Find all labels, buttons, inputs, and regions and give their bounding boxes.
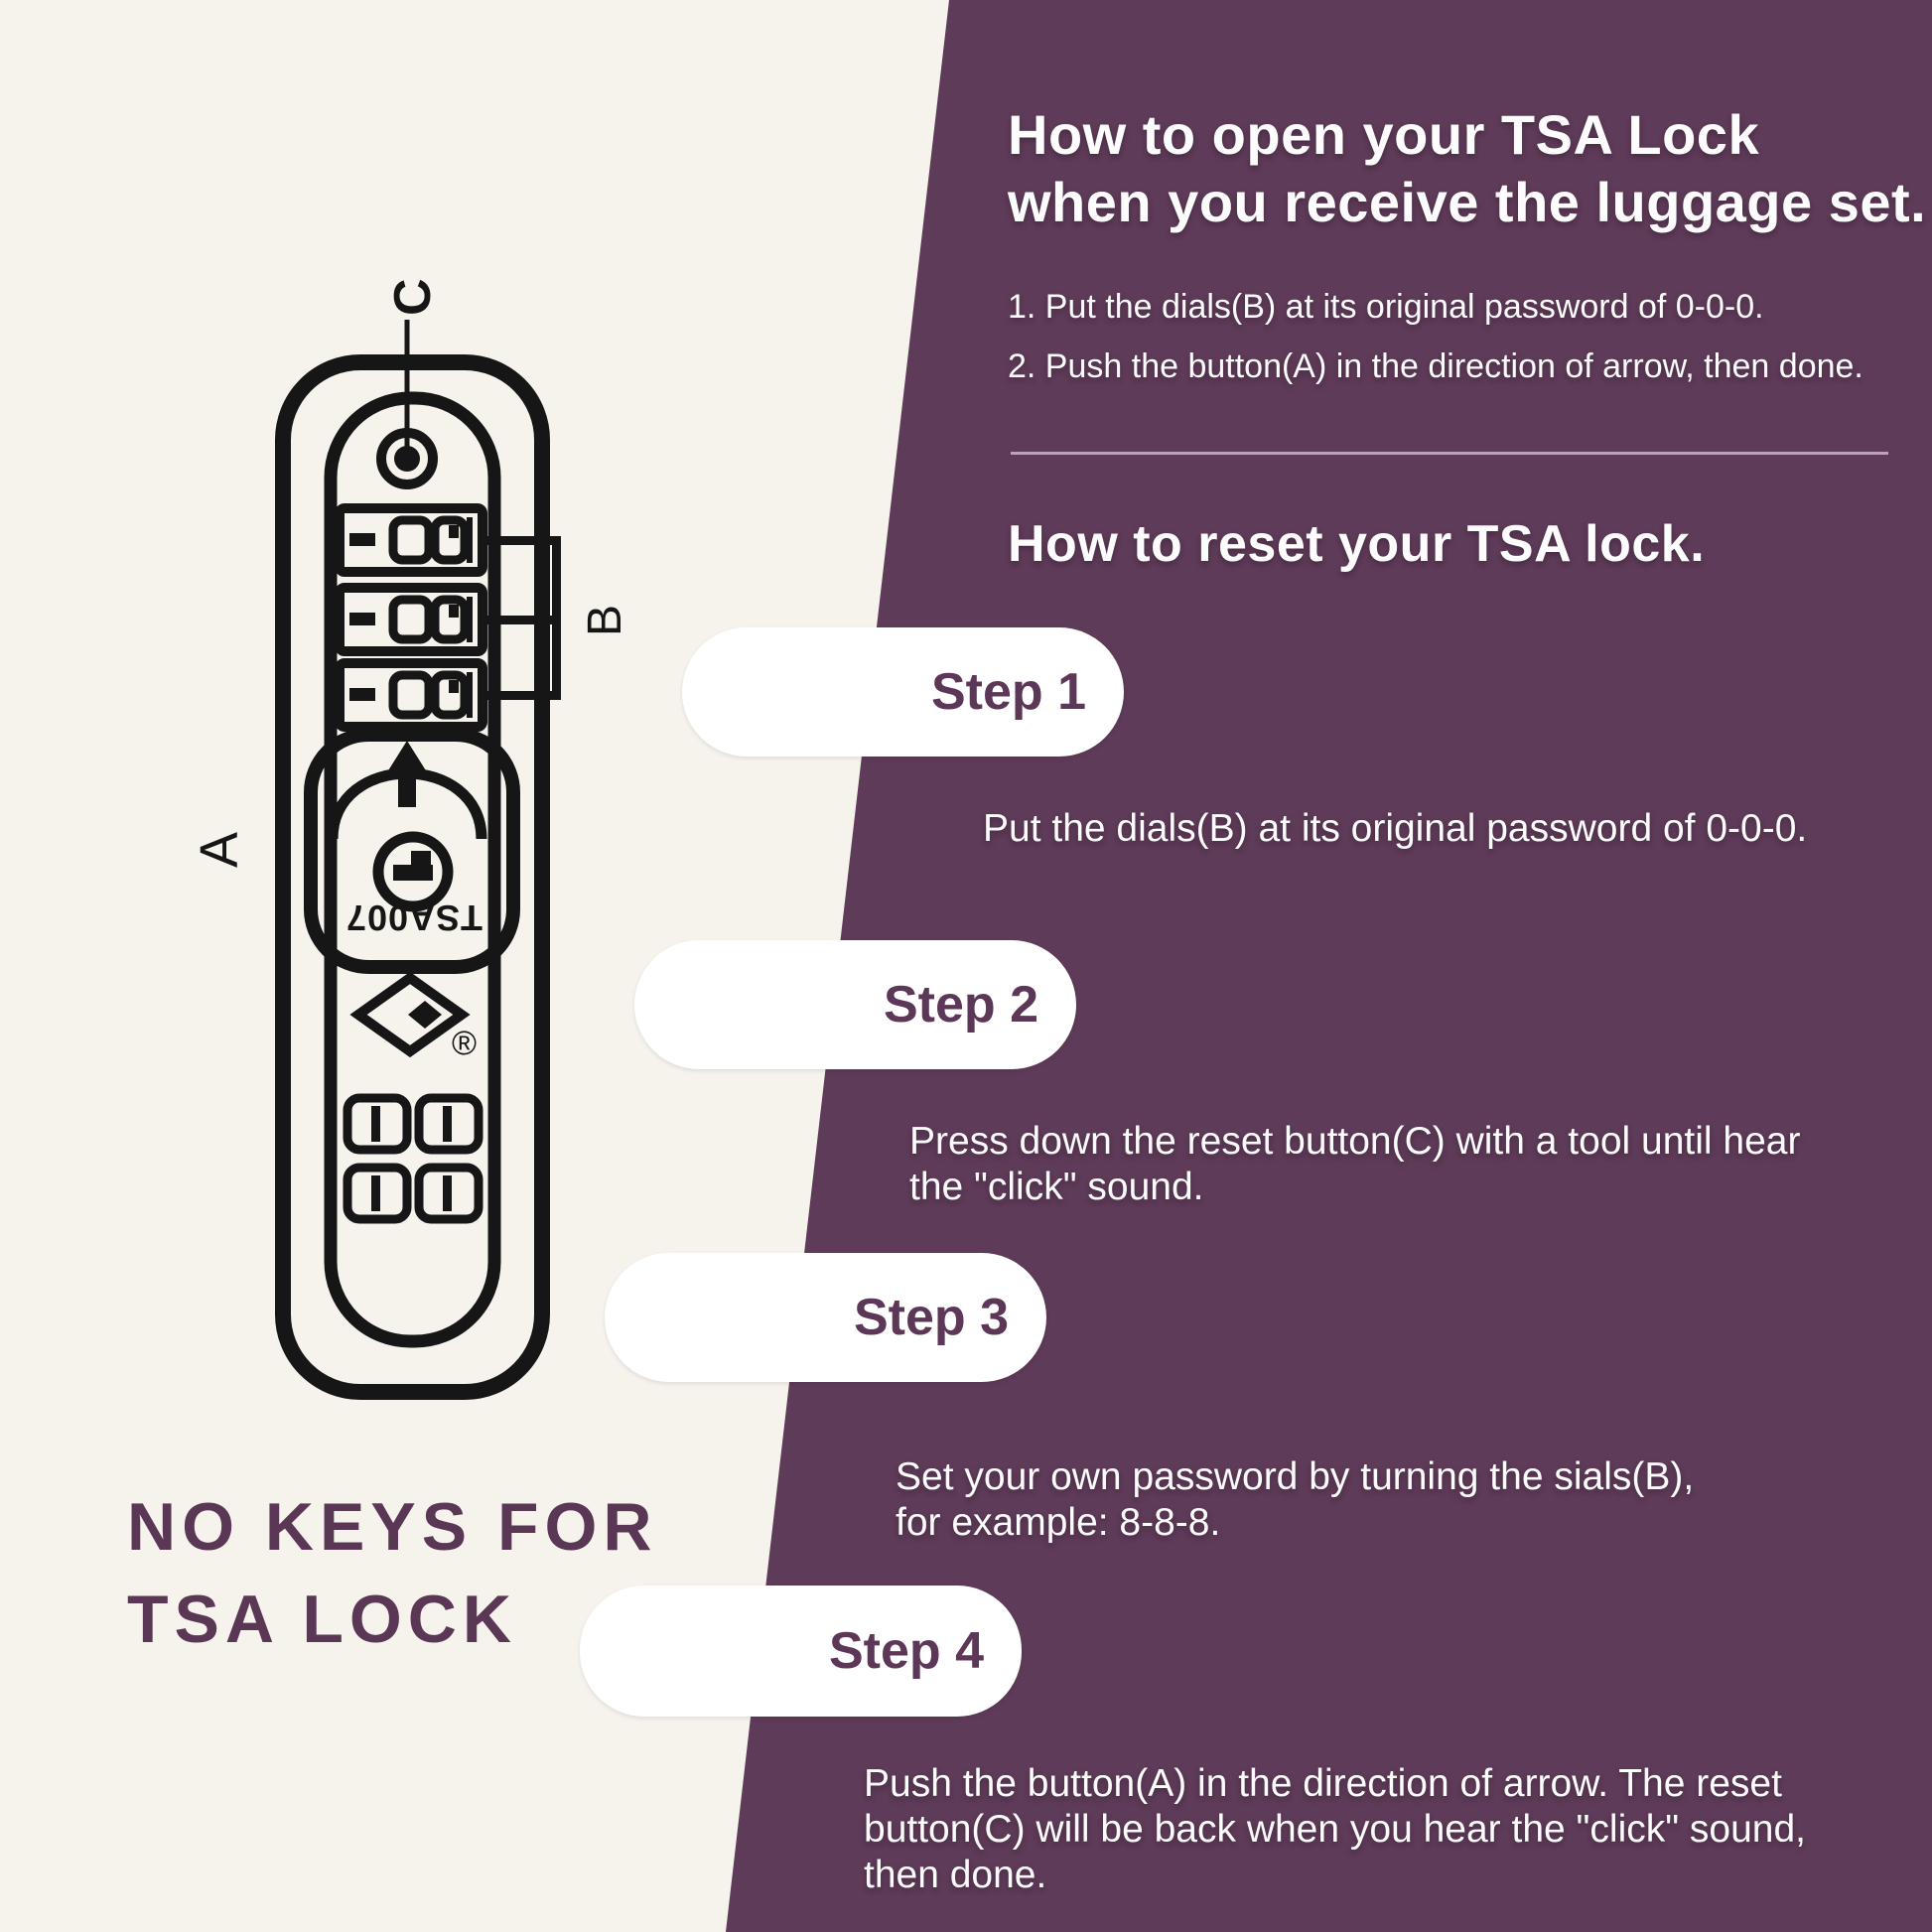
tsa-lock-diagram — [0, 0, 695, 1489]
slide-button-icon — [311, 735, 513, 967]
step-2-bubble — [634, 940, 1076, 1069]
travel-sentry-logo-icon — [358, 978, 462, 1051]
open-instruction-2: 2. Push the button(A) in the direction of arrow, then done. — [1008, 347, 1863, 385]
dial-model-text: TSA007 — [345, 897, 483, 938]
dial-row-1 — [340, 508, 558, 572]
step-4-line1: Push the button(A) in the direction of arrow. The reset — [864, 1762, 1782, 1805]
footer-line2: TSA LOCK — [127, 1582, 518, 1657]
open-section-title — [1008, 101, 1926, 236]
footer-line1: NO KEYS FOR — [127, 1489, 658, 1565]
step-3-description — [896, 1454, 1694, 1546]
step-4-description — [864, 1761, 1806, 1898]
open-instruction-1: 1. Put the dials(B) at its original password of 0-0-0. — [1008, 288, 1764, 326]
open-title-line1: How to open your TSA Lock — [1008, 103, 1760, 166]
label-a: A — [190, 831, 249, 868]
dial-bracket — [552, 536, 561, 700]
step-2-description — [909, 1119, 1800, 1210]
dial-row-3 — [340, 663, 558, 727]
bottom-slots — [347, 1098, 479, 1219]
label-c: C — [384, 278, 442, 316]
step-4-line2: button(C) will be back when you hear the "click" sound, — [864, 1808, 1807, 1851]
step-3-line2: for example: 8-8-8. — [896, 1501, 1221, 1544]
label-b: B — [579, 604, 631, 636]
step-1-line1: Put the dials(B) at its original password of 0-0-0. — [983, 807, 1808, 850]
step-3-line1: Set your own password by turning the sials(B), — [896, 1455, 1695, 1498]
step-2-line1: Press down the reset button(C) with a tool until hear — [909, 1120, 1801, 1163]
reset-section-title: How to reset your TSA lock. — [1008, 515, 1706, 573]
arrow-up-icon — [385, 741, 429, 807]
step-4-label: Step 4 — [828, 1622, 984, 1680]
step-4-line3: then done. — [864, 1854, 1047, 1896]
registered-mark: ® — [452, 1025, 478, 1062]
step-1-label: Step 1 — [930, 663, 1086, 721]
step-2-label: Step 2 — [883, 976, 1038, 1034]
step-1-bubble — [682, 627, 1124, 757]
keyhole-icon — [378, 837, 448, 906]
step-2-line2: the "click" sound. — [909, 1166, 1204, 1208]
open-title-line2: when you receive the luggage set. — [1008, 171, 1927, 233]
dial-row-2 — [340, 588, 558, 651]
step-3-label: Step 3 — [853, 1289, 1009, 1346]
section-divider — [1011, 452, 1888, 455]
step-1-description — [983, 806, 1807, 852]
footer-headline — [127, 1481, 658, 1666]
